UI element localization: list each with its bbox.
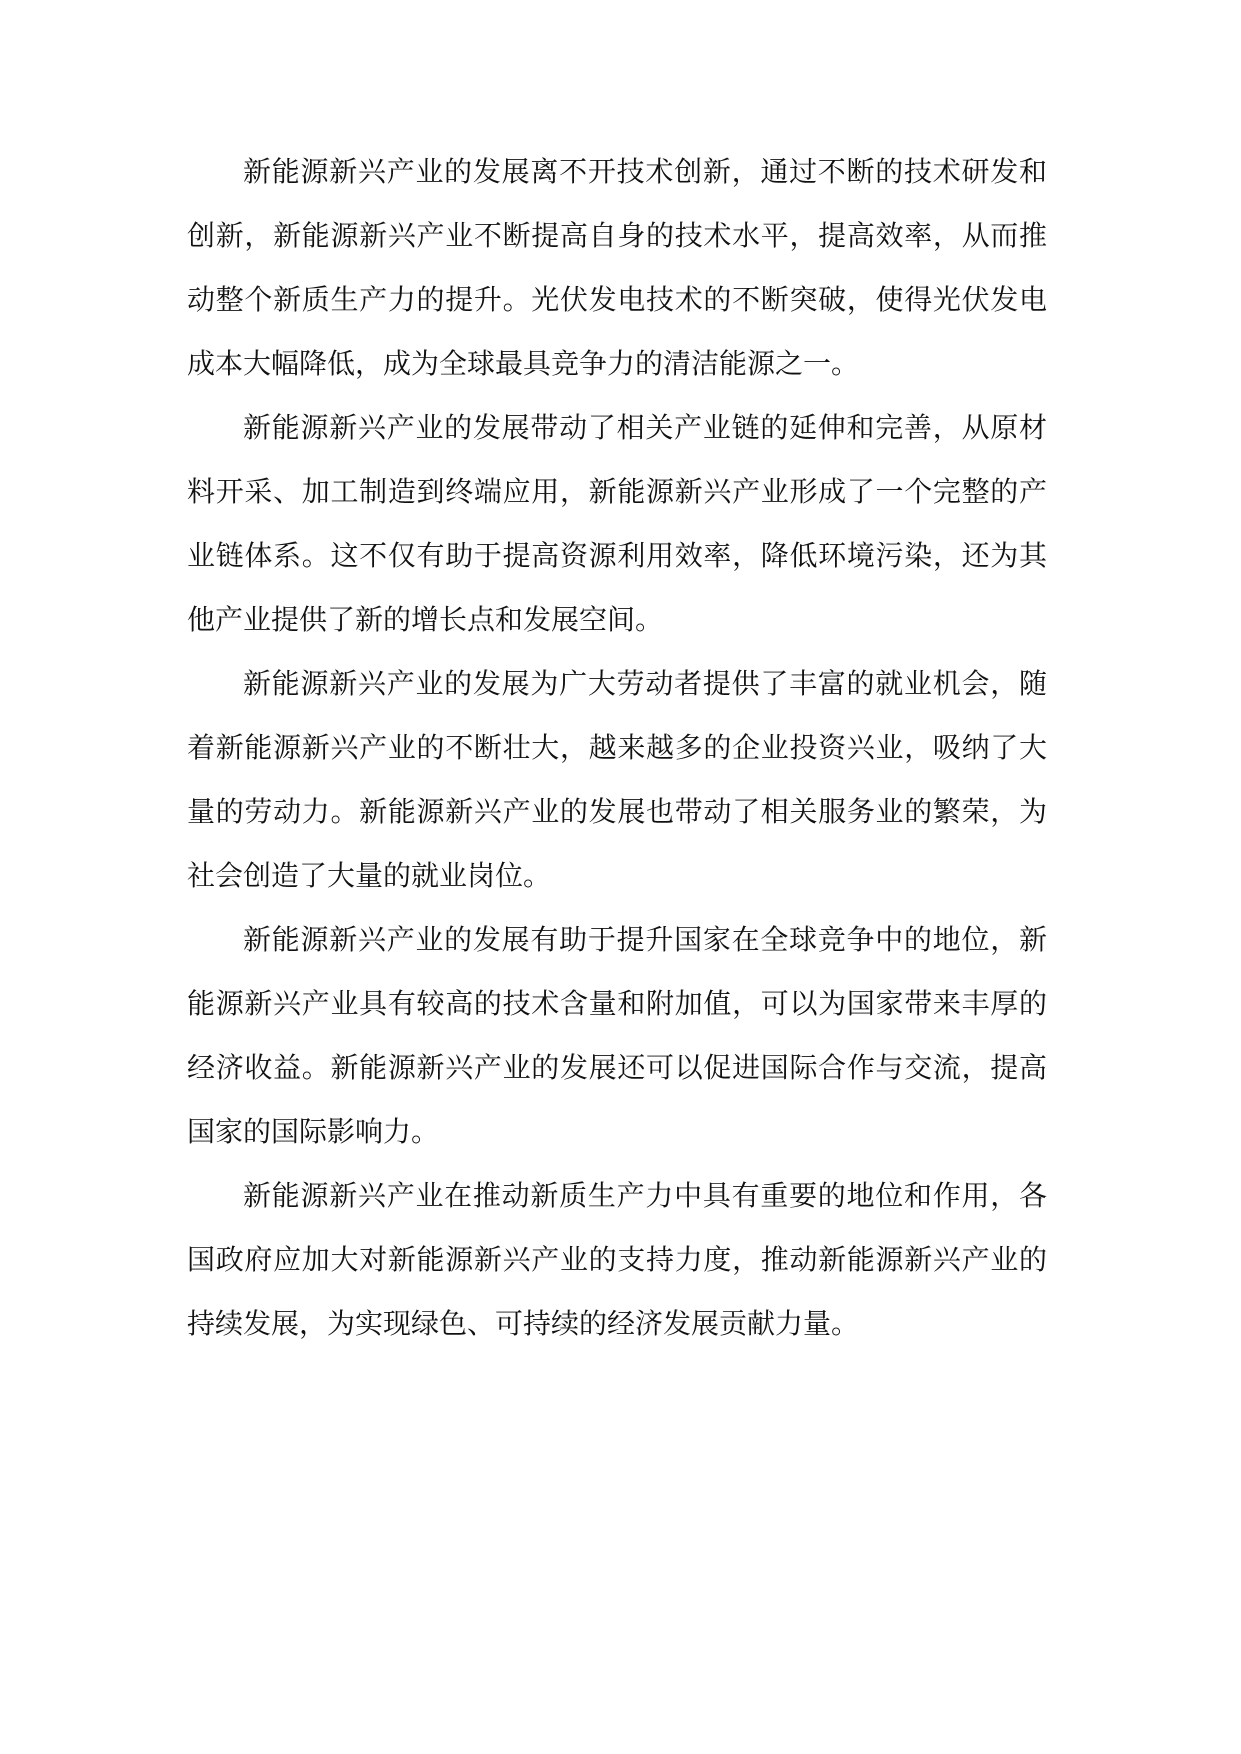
paragraph-technology-innovation: 新能源新兴产业的发展离不开技术创新，通过不断的技术研发和创新，新能源新兴产业不断提高自身的技术水平，提高效率，从而推动整个新质生产力的提升。光伏发电技术的不断突破，使得光伏发电成本大幅降低，成为全球最具竞争力的清洁能源之一。: [187, 155, 1047, 380]
paragraph-employment: 新能源新兴产业的发展为广大劳动者提供了丰富的就业机会，随着新能源新兴产业的不断壮大，越来越多的企业投资兴业，吸纳了大量的劳动力。新能源新兴产业的发展也带动了相关服务业的繁荣，为社会创造了大量的就业岗位。: [187, 667, 1047, 892]
paragraph-national-competitiveness: 新能源新兴产业的发展有助于提升国家在全球竞争中的地位，新能源新兴产业具有较高的技术含量和附加值，可以为国家带来丰厚的经济收益。新能源新兴产业的发展还可以促进国际合作与交流，提高国家的国际影响力。: [187, 923, 1047, 1148]
paragraph-industry-chain: 新能源新兴产业的发展带动了相关产业链的延伸和完善，从原材料开采、加工制造到终端应用，新能源新兴产业形成了一个完整的产业链体系。这不仅有助于提高资源利用效率，降低环境污染，还为其他产业提供了新的增长点和发展空间。: [187, 411, 1047, 636]
paragraph-conclusion: 新能源新兴产业在推动新质生产力中具有重要的地位和作用，各国政府应加大对新能源新兴产业的支持力度，推动新能源新兴产业的持续发展，为实现绿色、可持续的经济发展贡献力量。: [187, 1179, 1047, 1340]
document-body: [187, 140, 1047, 1356]
